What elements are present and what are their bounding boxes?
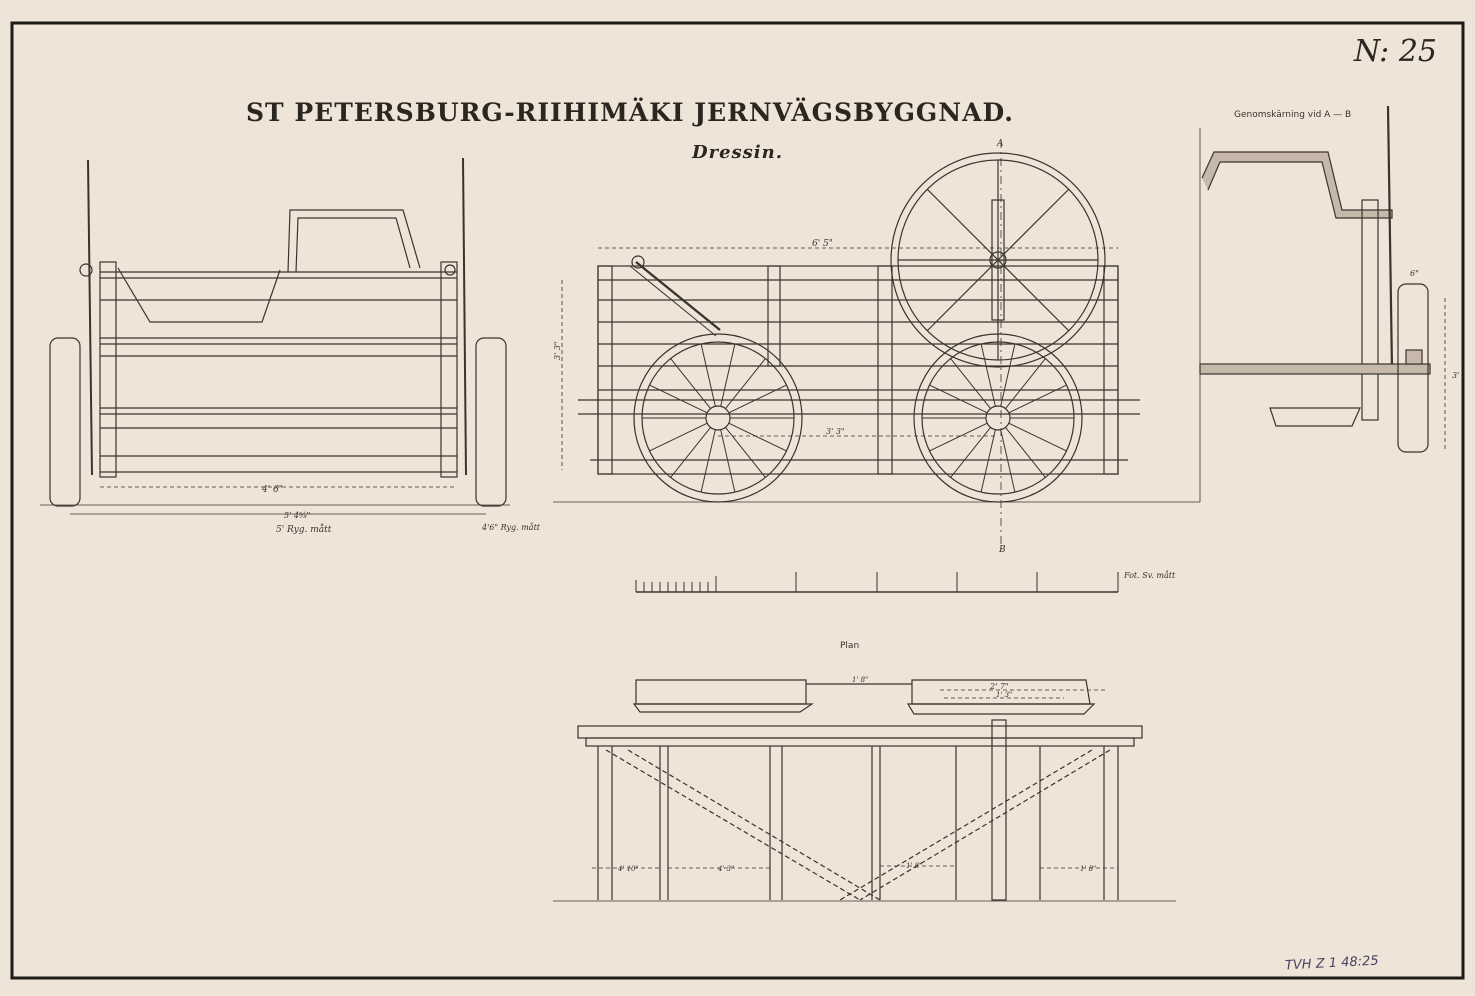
plan-dim-c: 1' 8" [906, 862, 923, 870]
cut-label-a: A [997, 139, 1004, 149]
wheel-spoke [1009, 385, 1067, 413]
wheel-spoke [1009, 423, 1067, 451]
wheel-spoke [650, 423, 708, 451]
plan-top-dim-2: 1' 3" [996, 691, 1013, 699]
wheel-spoke [981, 430, 995, 492]
wheel-spoke [650, 385, 708, 413]
archive-mark: TVH Z 1 48:25 [1284, 953, 1379, 974]
plan-label: Plan [840, 641, 860, 651]
wheel-spoke [671, 427, 711, 477]
side-view [553, 128, 1200, 550]
wheel-spoke [1001, 344, 1015, 406]
end-track-gauge-dim: 5' 4⅝" [284, 511, 311, 520]
section-width-dim [1408, 275, 1409, 276]
cut-label-b: B [999, 545, 1006, 555]
wheel-spoke [729, 423, 787, 451]
end-track-gauge-note-2: 4'6" Ryg. mått [482, 523, 540, 532]
wheel-spoke [1001, 430, 1015, 492]
scale-bar [636, 572, 1118, 592]
section-label: Genomskärning vid A — B [1234, 110, 1352, 120]
sheet-number: N: 25 [1354, 34, 1437, 69]
side-length-dim: 6' 5" [812, 239, 833, 249]
plan-span-dim: 1' 8" [852, 676, 869, 684]
plan-dim-b: 4' 3" [718, 865, 735, 873]
end-inner-width-dim: 4' 6" [262, 485, 283, 495]
side-wheelbase-dim: 3' 3" [826, 427, 845, 436]
drawing-title: ST PETERSBURG-RIIHIMÄKI JERNVÄGSBYGGNAD. [245, 98, 1015, 127]
plan-dim-d: 1' 8" [1080, 865, 1097, 873]
plan-top-dim: 2' 7" [990, 682, 1009, 691]
side-height-dim: 3' 3" [553, 341, 562, 360]
wheel-spoke [1005, 427, 1045, 477]
wheel-spoke [721, 430, 735, 492]
scale-label: Fot. Sv. mått [1124, 571, 1176, 580]
wheel-spoke [729, 385, 787, 413]
wheel-spoke [930, 423, 988, 451]
wheel-spoke [701, 430, 715, 492]
section-top-dim: 6" [1410, 269, 1419, 278]
wheel-spoke [725, 427, 765, 477]
wheel-spoke [930, 385, 988, 413]
wheel-spoke [951, 427, 991, 477]
wheel-spoke [701, 344, 715, 406]
sheet-frame [12, 23, 1463, 978]
drawing-subtitle: Dressin. [691, 142, 783, 163]
wheel-spoke [981, 344, 995, 406]
section-height-dim: 3' [1452, 371, 1460, 380]
end-view [40, 158, 510, 514]
end-track-gauge-note: 5' Ryg. mått [276, 525, 332, 535]
wheel-spoke [721, 344, 735, 406]
plan-dim-a: 4' 10" [618, 865, 639, 873]
